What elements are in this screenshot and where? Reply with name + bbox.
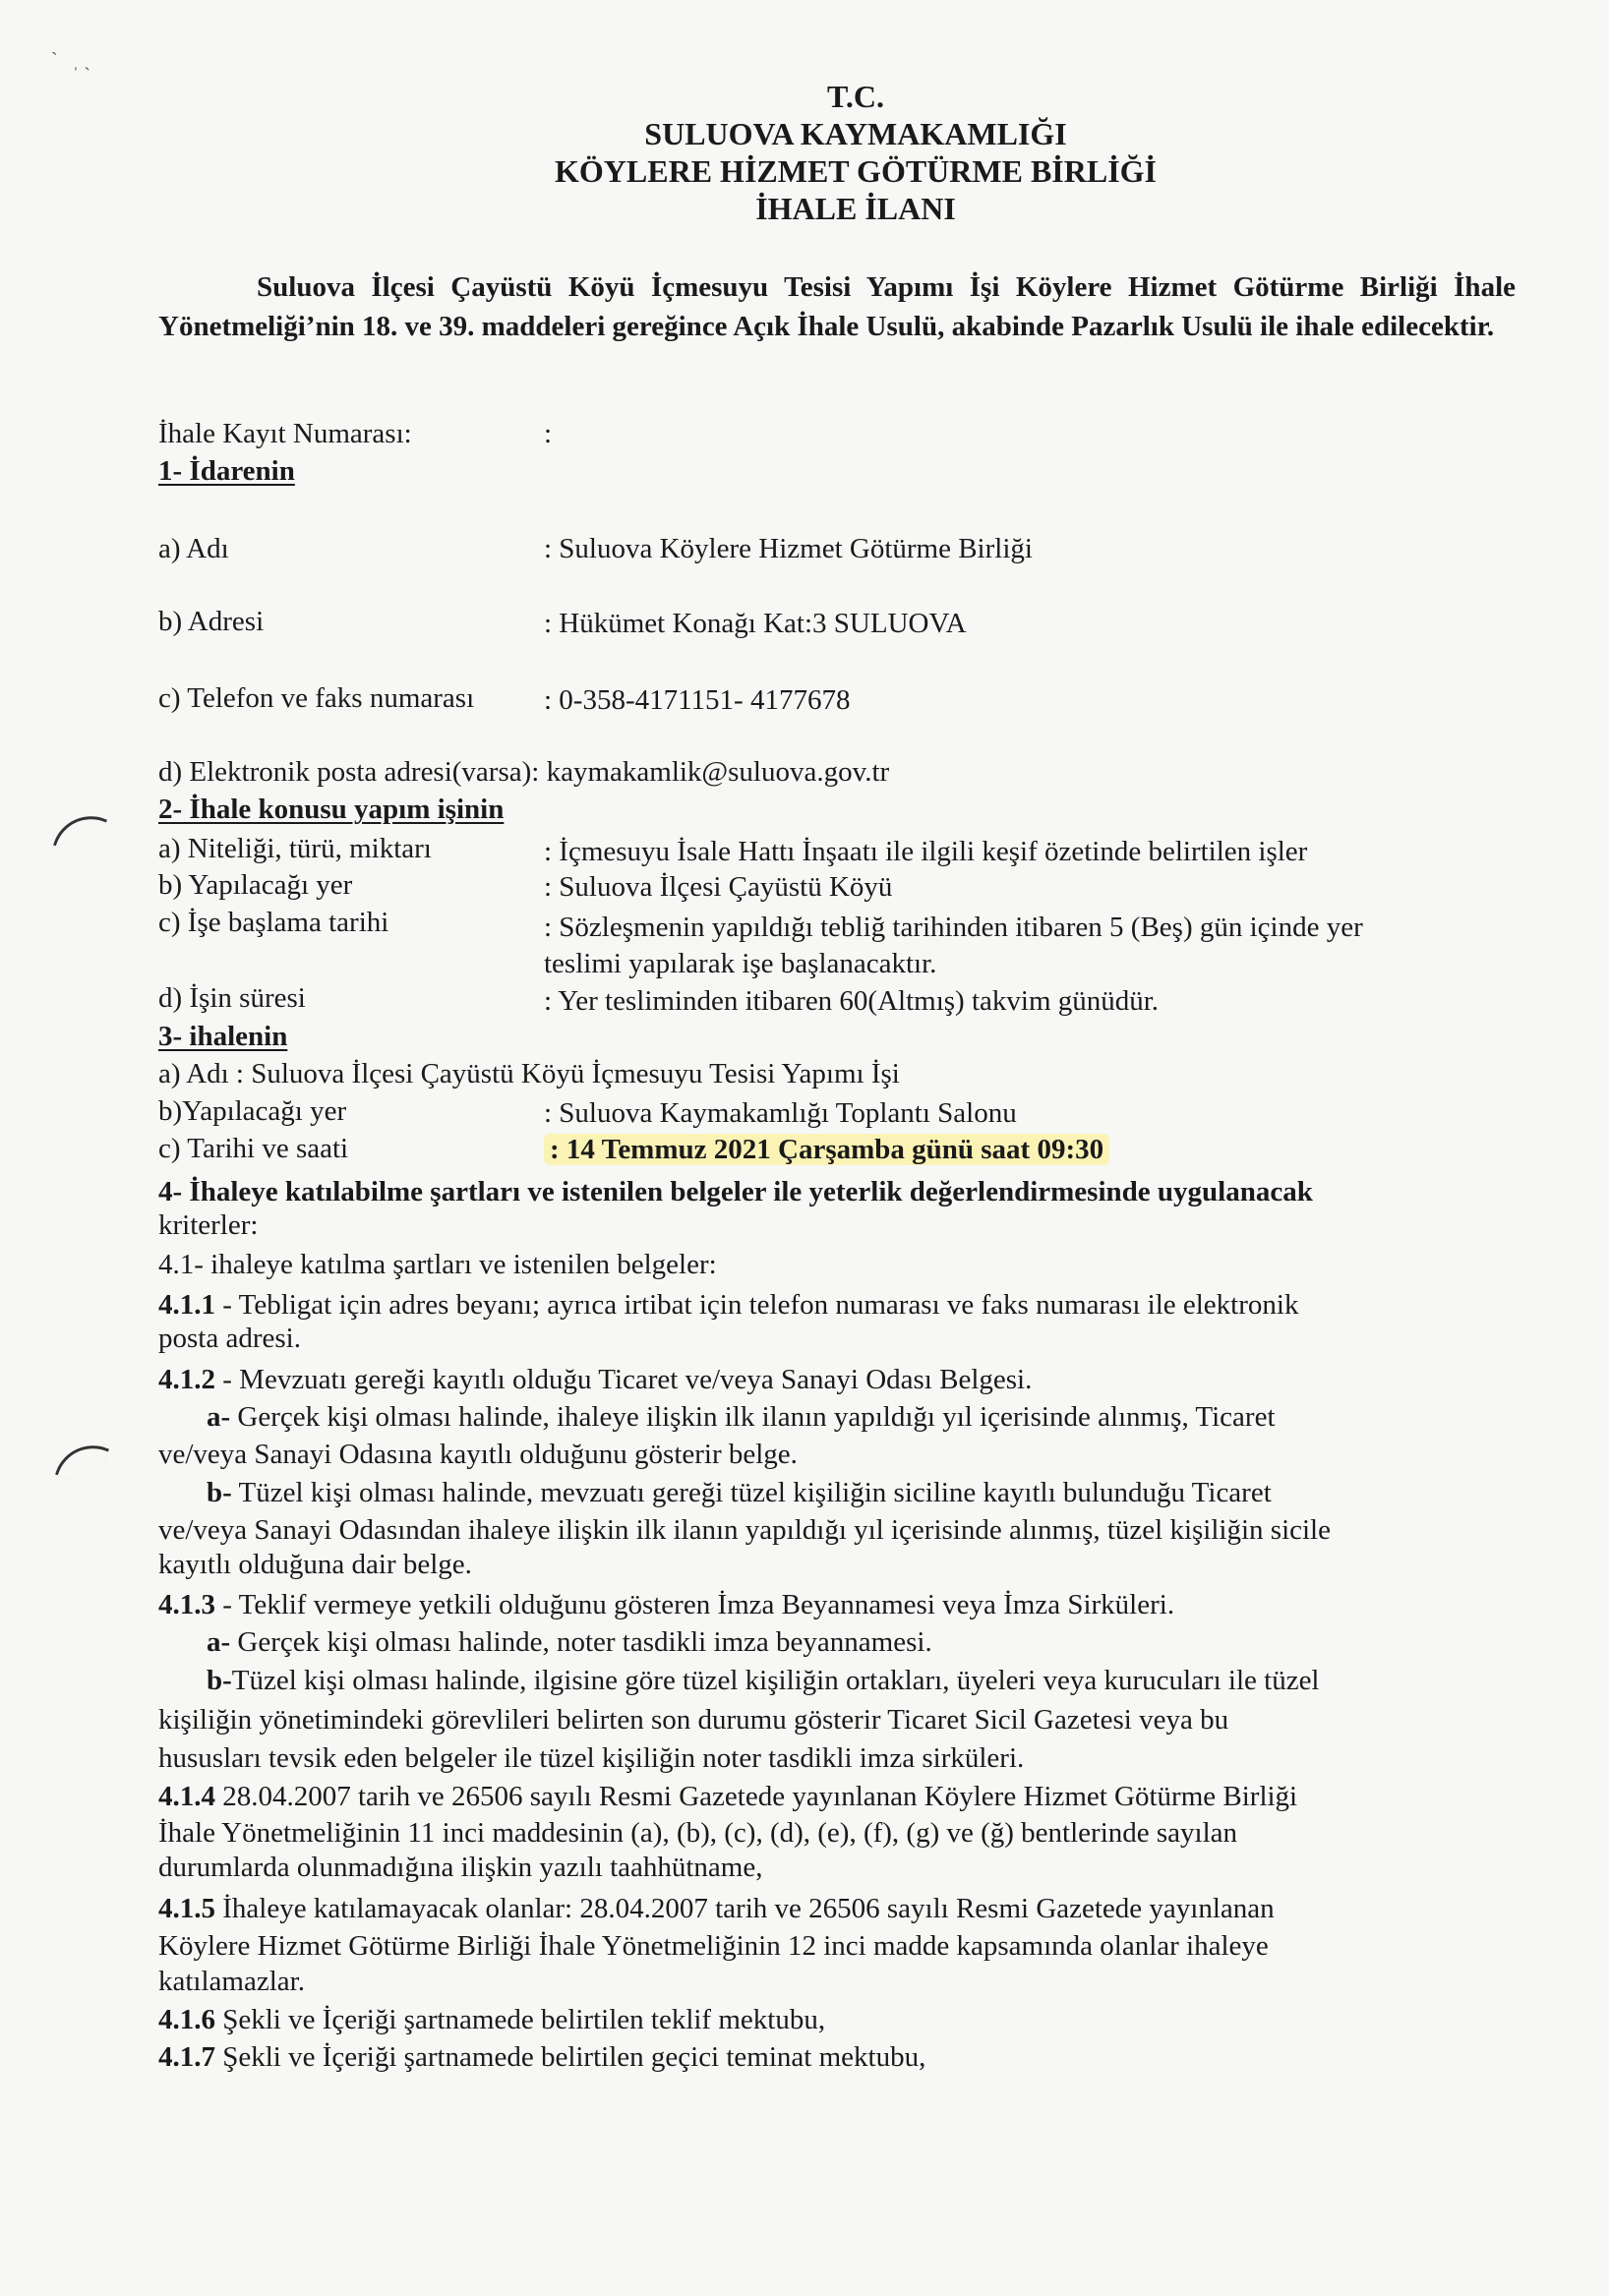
s412a-line2: ve/veya Sanayi Odasına kayıtlı olduğunu gösterir belge.	[158, 1439, 798, 1470]
header-tc: T.C.	[826, 79, 885, 114]
idare-adi-value: : Suluova Köylere Hizmet Götürme Birliği	[544, 533, 1033, 564]
section2-title: 2- İhale konusu yapım işinin	[158, 794, 505, 825]
header-birlik: KÖYLERE HİZMET GÖTÜRME BİRLİĞİ	[555, 153, 1157, 189]
idare-adres-label: b) Adresi	[158, 606, 265, 637]
s413a: a- Gerçek kişi olması halinde, noter tasdikli imza beyannamesi.	[207, 1626, 932, 1658]
ihale-yer-value: : Suluova Kaymakamlığı Toplantı Salonu	[544, 1097, 1017, 1129]
idare-adres-value: : Hükümet Konağı Kat:3 SULUOVA	[544, 608, 967, 639]
intro-paragraph: Suluova İlçesi Çayüstü Köyü İçmesuyu Tesisi Yapımı İşi Köylere Hizmet Götürme Birliği İhale Yönetmeliği’nin 18. ve 39. maddeleri gereğince Açık İhale Usulü, akabinde Pazarlık Usulü ile ihale edilecektir.	[158, 271, 1516, 342]
yer-label: b) Yapılacağı yer	[158, 869, 353, 901]
header-kaymakamlik: SULUOVA KAYMAKAMLIĞI	[644, 116, 1067, 151]
ihale-tarih-value	[544, 1132, 1109, 1168]
baslama-label: c) İşe başlama tarihi	[158, 907, 389, 938]
punch-hole-mark	[55, 1435, 109, 1489]
section3-title: 3- ihalenin	[158, 1021, 288, 1052]
s415-line3: katılamazlar.	[158, 1966, 305, 1997]
baslama-value-cont: teslimi yapılarak işe başlanacaktır.	[544, 948, 937, 979]
s412b-line3: kayıtlı olduğuna dair belge.	[158, 1549, 472, 1580]
ihale-adi: a) Adı : Suluova İlçesi Çayüstü Köyü İçmesuyu Tesisi Yapımı İşi	[158, 1058, 900, 1089]
nitelik-label: a) Niteliği, türü, miktarı	[158, 833, 432, 864]
punch-hole-mark	[53, 805, 107, 859]
s411-line2: posta adresi.	[158, 1323, 301, 1354]
kayit-label: İhale Kayıt Numarası:	[158, 418, 412, 449]
s412b-line1: b- Tüzel kişi olması halinde, mevzuatı gereği tüzel kişiliğin siciline kayıtlı bulunduğu Ticaret	[207, 1477, 1272, 1508]
scan-mark: ˋ ˌ ˏ	[51, 49, 90, 71]
s417: 4.1.7 Şekli ve İçeriği şartnamede belirtilen geçici teminat mektubu,	[158, 2041, 926, 2073]
s413b-line3: hususları tevsik eden belgeler ile tüzel kişiliğin noter tasdikli imza sirküleri.	[158, 1742, 1025, 1774]
s411-line1: 4.1.1 - Tebligat için adres beyanı; ayrıca irtibat için telefon numarası ve faks numarası ile elektronik	[158, 1289, 1299, 1321]
s414-line2: İhale Yönetmeliğinin 11 inci maddesinin (a), (b), (c), (d), (e), (f), (g) ve (ğ) bentlerinde sayılan	[158, 1817, 1238, 1849]
s416: 4.1.6 Şekli ve İçeriği şartnamede belirtilen teklif mektubu,	[158, 2004, 826, 2035]
s412a-line1: a- Gerçek kişi olması halinde, ihaleye ilişkin ilk ilanın yapıldığı yıl içerisinde alınmış, Ticaret	[207, 1401, 1276, 1433]
section4-title: 4- İhaleye katılabilme şartları ve istenilen belgeler ile yeterlik değerlendirmesinde uygulanacak	[158, 1176, 1313, 1207]
s413: 4.1.3 - Teklif vermeye yetkili olduğunu gösteren İmza Beyannamesi veya İmza Sirküleri.	[158, 1589, 1175, 1620]
s414-line1: 4.1.4 28.04.2007 tarih ve 26506 sayılı Resmi Gazetede yayınlanan Köylere Hizmet Götürme Birliği	[158, 1781, 1298, 1812]
idare-tel-value: : 0-358-4171151- 4177678	[544, 684, 851, 716]
s415-line2: Köylere Hizmet Götürme Birliği İhale Yönetmeliğinin 12 inci madde kapsamında olanlar ihaleye	[158, 1930, 1269, 1962]
section1-title: 1- İdarenin	[158, 455, 295, 487]
nitelik-value: : İçmesuyu İsale Hattı İnşaatı ile ilgili keşif özetinde belirtilen işler	[544, 836, 1308, 867]
s412b-line2: ve/veya Sanayi Odasından ihaleye ilişkin ilk ilanın yapıldığı yıl içerisinde alınmış, tüzel kişiliğin sicile	[158, 1514, 1331, 1546]
ihale-yer-label: b)Yapılacağı yer	[158, 1095, 347, 1127]
kayit-value: :	[544, 418, 553, 449]
s412: 4.1.2 - Mevzuatı gereği kayıtlı olduğu Ticaret ve/veya Sanayi Odası Belgesi.	[158, 1364, 1033, 1395]
ihale-tarih-label: c) Tarihi ve saati	[158, 1133, 349, 1164]
baslama-value: : Sözleşmenin yapıldığı tebliğ tarihinden itibaren 5 (Beş) gün içinde yer	[544, 912, 1363, 943]
s413b-line2: kişiliğin yönetimindeki görevlileri belirten son durumu gösterir Ticaret Sicil Gazetesi veya bu	[158, 1704, 1229, 1736]
idare-tel-label: c) Telefon ve faks numarası	[158, 682, 475, 714]
page-title: İHALE İLANI	[755, 191, 956, 226]
s413b-line1: b-Tüzel kişi olması halinde, ilgisine göre tüzel kişiliğin ortakları, üyeleri veya kurucuları ile tüzel	[207, 1665, 1320, 1696]
s414-line3: durumlarda olunmadığına ilişkin yazılı taahhütname,	[158, 1852, 763, 1883]
sure-value: : Yer tesliminden itibaren 60(Altmış) takvim günüdür.	[544, 985, 1160, 1017]
section4-title-cont: kriterler:	[158, 1209, 259, 1241]
yer-value: : Suluova İlçesi Çayüstü Köyü	[544, 871, 893, 903]
idare-eposta: d) Elektronik posta adresi(varsa): kaymakamlik@suluova.gov.tr	[158, 756, 890, 788]
idare-adi-label: a) Adı	[158, 533, 229, 564]
s41: 4.1- ihaleye katılma şartları ve istenilen belgeler:	[158, 1249, 717, 1280]
s415-line1: 4.1.5 İhaleye katılamayacak olanlar: 28.04.2007 tarih ve 26506 sayılı Resmi Gazetede yayınlanan	[158, 1893, 1275, 1924]
sure-label: d) İşin süresi	[158, 982, 306, 1014]
highlighted-date: : 14 Temmuz 2021 Çarşamba günü saat 09:30	[544, 1134, 1109, 1165]
